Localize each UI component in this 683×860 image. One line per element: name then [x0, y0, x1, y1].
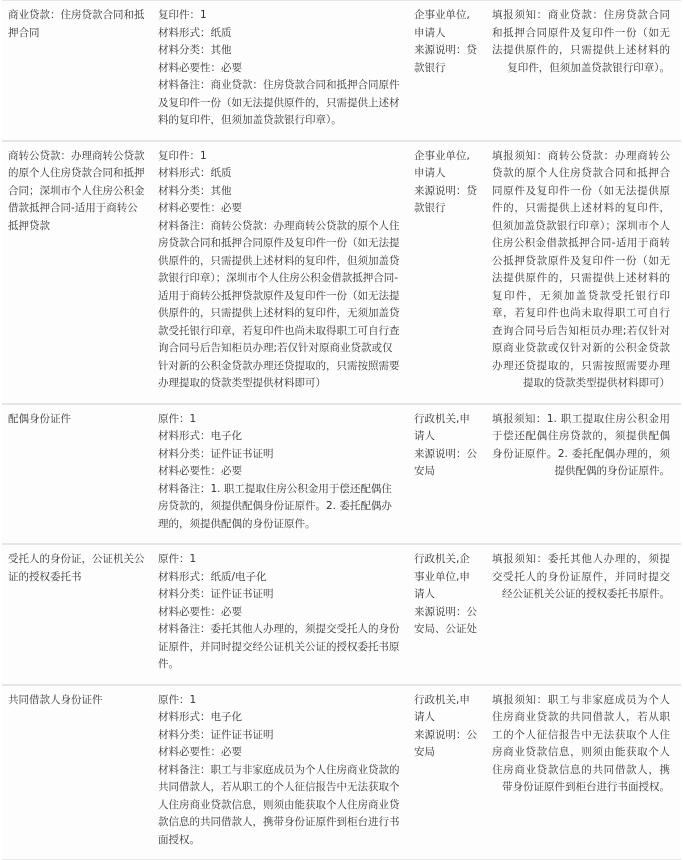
material-detail-cell — [154, 1, 408, 140]
material-necessity: 材料必要性：必要 — [158, 463, 402, 481]
material-count: 复印件：1 — [158, 148, 402, 166]
table-row — [2, 0, 681, 141]
fill-notes: 填报须知：商转公贷款：办理商转公贷款的原个人住房贷款合同和抵押合同原件及复印件一份（如无法提供原件的，只需提供上述材料的复印件，但须加盖贷款银行印章）；深圳市个人住房公积金借款抵押合同-适用于商转公抵押贷款原件及复印件一份（如无法提供原件的，只需提供上述材料的复印件，无须加盖贷款受托银行印章，若复印件也尚未取得职工可自行查询合同号后告知柜员办理;若仅针对原商业贷款或仅针对新的公积金贷款办理还贷提取的，只需按照需要办理提取的贷款类型提供材料即可） — [492, 150, 670, 390]
material-category: 材料分类：其他 — [158, 42, 402, 60]
material-source-cell — [408, 545, 486, 684]
material-name: 商业贷款：住房贷款合同和抵押合同 — [8, 9, 145, 39]
material-source-cell — [408, 686, 486, 860]
material-detail-cell — [154, 686, 408, 860]
material-detail-cell — [154, 545, 408, 684]
material-necessity: 材料必要性：必要 — [158, 744, 402, 762]
material-source: 行政机关,申请人 — [414, 411, 480, 446]
material-name: 商转公贷款：办理商转公贷款的原个人住房贷款合同和抵押合同；深圳市个人住房公积金借款抵押合同-适用于商转公抵押贷款 — [8, 150, 145, 232]
material-remark: 材料备注：商转公贷款：办理商转公贷款的原个人住房贷款合同和抵押合同原件及复印件一份（如无法提供原件的，只需提供上述材料的复印件，但须加盖贷款银行印章）；深圳市个人住房公积金借款抵押合同-适用于商转公抵押贷款原件及复印件一份（如无法提供原件的，只需提供上述材料的复印件，无须加盖贷款受托银行印章，若复印件也尚未取得职工可自行查询合同号后告知柜员办理;若仅针对原商业贷款或仅针对新的公积金贷款办理还贷提取的，只需按照需要办理提取的贷款类型提供材料即可） — [158, 218, 402, 393]
fill-notes: 填报须知：委托其他人办理的，须提交受托人的身份证原件，并同时提交经公证机关公证的授权委托书原件。 — [492, 553, 670, 600]
material-source-cell — [408, 1, 486, 140]
material-name-cell — [2, 1, 154, 140]
material-count: 原件：1 — [158, 692, 402, 710]
material-source-note: 来源说明：公安局 — [414, 727, 480, 762]
material-category: 材料分类：证件证书证明 — [158, 586, 402, 604]
material-necessity: 材料必要性：必要 — [158, 604, 402, 622]
fill-notes-cell — [486, 405, 676, 544]
material-source: 行政机关,企事业单位,申请人 — [414, 551, 480, 604]
material-source-cell — [408, 142, 486, 403]
material-name: 共同借款人身份证件 — [8, 694, 103, 706]
fill-notes: 填报须知：职工与非家庭成员为个人住房商业贷款的共同借款人，若从职工的个人征信报告中无法获取个人住房商业贷款信息，则须由能获取个人住房商业贷款信息的共同借款人，携带身份证原件到柜台进行书面授权。 — [492, 694, 670, 794]
material-name: 配偶身份证件 — [8, 413, 71, 425]
table-row — [2, 544, 681, 685]
material-remark: 材料备注：职工与非家庭成员为个人住房商业贷款的共同借款人，若从职工的个人征信报告中无法获取个人住房商业贷款信息，则须由能获取个人住房商业贷款信息的共同借款人，携带身份证原件到柜台进行书面授权。 — [158, 762, 402, 850]
material-detail-cell — [154, 142, 408, 403]
material-source-note: 来源说明：贷款银行 — [414, 183, 480, 218]
material-category: 材料分类：证件证书证明 — [158, 446, 402, 464]
material-name-cell — [2, 686, 154, 860]
material-remark: 材料备注：商业贷款：住房贷款合同和抵押合同原件及复印件一份（如无法提供原件的，只需提供上述材料的复印件，但须加盖贷款银行印章）。 — [158, 77, 402, 130]
material-detail-cell — [154, 405, 408, 544]
material-name-cell — [2, 142, 154, 403]
material-form: 材料形式：纸质 — [158, 25, 402, 43]
material-remark: 材料备注：1. 职工提取住房公积金用于偿还配偶住房贷款的，须提供配偶身份证原件。2. 委托配偶办理的，须提供配偶的身份证原件。 — [158, 481, 402, 534]
fill-notes-cell — [486, 1, 676, 140]
material-form: 材料形式：纸质/电子化 — [158, 569, 402, 587]
material-source-note: 来源说明：公安局、公证处 — [414, 604, 480, 639]
fill-notes-cell — [486, 545, 676, 684]
table-row — [2, 141, 681, 404]
material-necessity: 材料必要性：必要 — [158, 200, 402, 218]
material-form: 材料形式：纸质 — [158, 165, 402, 183]
material-necessity: 材料必要性：必要 — [158, 60, 402, 78]
material-name-cell — [2, 405, 154, 544]
material-category: 材料分类：证件证书证明 — [158, 727, 402, 745]
material-name-cell — [2, 545, 154, 684]
material-remark: 材料备注：委托其他人办理的，须提交受托人的身份证原件，并同时提交经公证机关公证的授权委托书原件。 — [158, 621, 402, 674]
material-name: 受托人的身份证，公证机关公证的授权委托书 — [8, 553, 145, 583]
material-source: 行政机关,申请人 — [414, 692, 480, 727]
material-source-note: 来源说明：公安局 — [414, 446, 480, 481]
material-source: 企事业单位,申请人 — [414, 7, 480, 42]
material-count: 原件：1 — [158, 551, 402, 569]
material-form: 材料形式：电子化 — [158, 709, 402, 727]
table-row — [2, 404, 681, 545]
material-source-note: 来源说明：贷款银行 — [414, 42, 480, 77]
material-source: 企事业单位,申请人 — [414, 148, 480, 183]
fill-notes: 填报须知：1. 职工提取住房公积金用于偿还配偶住房贷款的，须提供配偶身份证原件。2. 委托配偶办理的，须提供配偶的身份证原件。 — [492, 413, 670, 478]
table-row — [2, 685, 681, 860]
material-source-cell — [408, 405, 486, 544]
material-form: 材料形式：电子化 — [158, 428, 402, 446]
material-count: 复印件：1 — [158, 7, 402, 25]
fill-notes-cell — [486, 142, 676, 403]
material-category: 材料分类：其他 — [158, 183, 402, 201]
material-count: 原件：1 — [158, 411, 402, 429]
materials-table — [2, 0, 681, 860]
fill-notes: 填报须知：商业贷款：住房贷款合同和抵押合同原件及复印件一份（如无法提供原件的，只需提供上述材料的复印件，但须加盖贷款银行印章）。 — [492, 9, 670, 74]
fill-notes-cell — [486, 686, 676, 860]
